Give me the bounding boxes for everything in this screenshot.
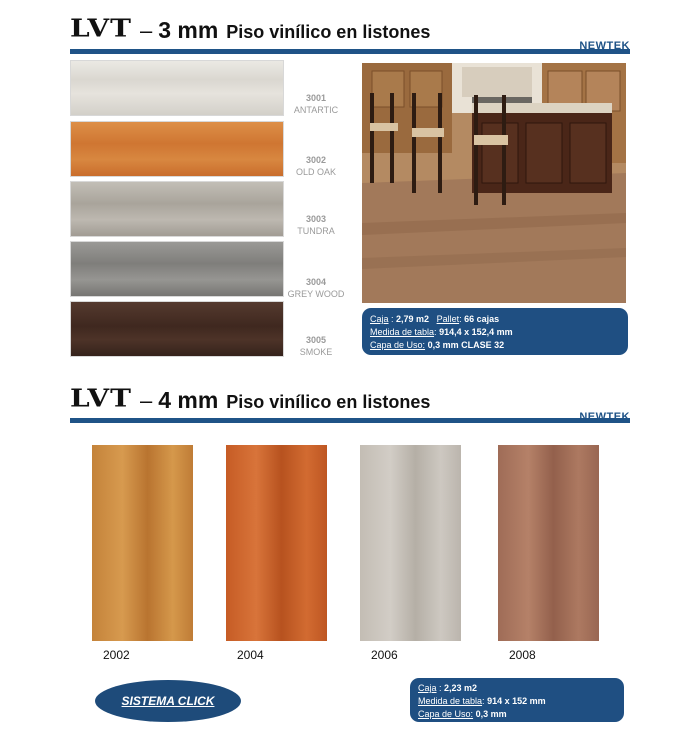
- caja-label: Caja: [370, 314, 389, 324]
- spec-row-medida: Medida de tabla: 914,4 x 152,4 mm: [370, 327, 513, 337]
- capa-value: 0,3 mm CLASE 32: [427, 340, 505, 350]
- medida-value: 914 x 152 mm: [487, 696, 546, 706]
- plank-label-3005: [284, 334, 348, 358]
- tile-swatch-2004: [226, 445, 327, 641]
- caja-label: Caja: [418, 683, 437, 693]
- capa-value: 0,3 mm: [475, 709, 507, 719]
- title-dash: –: [139, 388, 153, 413]
- tile-swatch-2002: [92, 445, 193, 641]
- plank-swatch-3002: [70, 121, 284, 177]
- plank-name: OLD OAK: [295, 167, 336, 177]
- tile-label-2004: 2004: [237, 648, 264, 662]
- capa-label: Capa de Uso:: [370, 340, 426, 350]
- sistema-click-button[interactable]: SISTEMA CLICK: [95, 680, 241, 722]
- medida-label: Medida de tabla: [418, 696, 483, 706]
- plank-name: GREY WOOD: [287, 289, 345, 299]
- plank-code: 3005: [305, 335, 327, 345]
- plank-swatch-3004: [70, 241, 284, 297]
- section-4mm-title: [70, 382, 430, 418]
- medida-label: Medida de tabla: [370, 327, 435, 337]
- plank-label-3003: [284, 213, 348, 237]
- section-subtitle: Piso vinílico en listones: [226, 22, 431, 42]
- spec-box-4mm: [410, 678, 624, 722]
- thickness-label: 4 mm: [158, 387, 219, 413]
- brand-label: NEWTEK: [579, 411, 630, 423]
- tile-swatch-2008: [498, 445, 599, 641]
- caja-value: 2,23 m2: [444, 683, 478, 693]
- plank-label-3004: [284, 276, 348, 300]
- title-rule: [70, 418, 630, 423]
- tile-swatch-2006: [360, 445, 461, 641]
- tile-label-2006: 2006: [371, 648, 398, 662]
- medida-value: 914,4 x 152,4 mm: [439, 327, 513, 337]
- plank-label-3002: [284, 154, 348, 178]
- plank-swatch-3001: [70, 60, 284, 116]
- kitchen-photo: [362, 63, 626, 303]
- plank-label-3001: [284, 92, 348, 116]
- plank-code: 3001: [305, 93, 327, 103]
- spec-row-capa: [370, 339, 620, 352]
- pallet-label: Pallet: [436, 314, 460, 324]
- thickness-label: 3 mm: [158, 17, 219, 43]
- title-rule: [70, 49, 630, 54]
- spec-row-caja: Caja : 2,79 m2 Pallet: 66 cajas: [370, 314, 500, 324]
- tile-label-2008: 2008: [509, 648, 536, 662]
- lvt-logo: LVT: [70, 14, 132, 43]
- caja-value: 2,79 m2: [396, 314, 430, 324]
- plank-swatch-3003: [70, 181, 284, 237]
- title-dash: –: [139, 18, 153, 43]
- plank-name: TUNDRA: [297, 226, 335, 236]
- tile-label-2002: 2002: [103, 648, 130, 662]
- plank-code: 3002: [305, 155, 327, 165]
- lvt-logo: LVT: [70, 384, 132, 413]
- plank-code: 3003: [305, 214, 327, 224]
- plank-name: ANTARTIC: [293, 105, 339, 115]
- plank-code: 3004: [305, 277, 327, 287]
- spec-row-medida: Medida de tabla: 914 x 152 mm: [418, 696, 546, 706]
- section-subtitle: Piso vinílico en listones: [226, 392, 431, 412]
- spec-row-caja: Caja : 2,23 m2: [418, 683, 478, 693]
- plank-swatch-3005: [70, 301, 284, 357]
- spec-box-3mm: [362, 308, 628, 355]
- capa-label: Capa de Uso:: [418, 709, 474, 719]
- spec-row-capa: [418, 708, 616, 721]
- section-3mm-title: [70, 12, 430, 48]
- pallet-value: 66 cajas: [464, 314, 500, 324]
- plank-name: SMOKE: [299, 347, 333, 357]
- brand-label: NEWTEK: [579, 40, 630, 52]
